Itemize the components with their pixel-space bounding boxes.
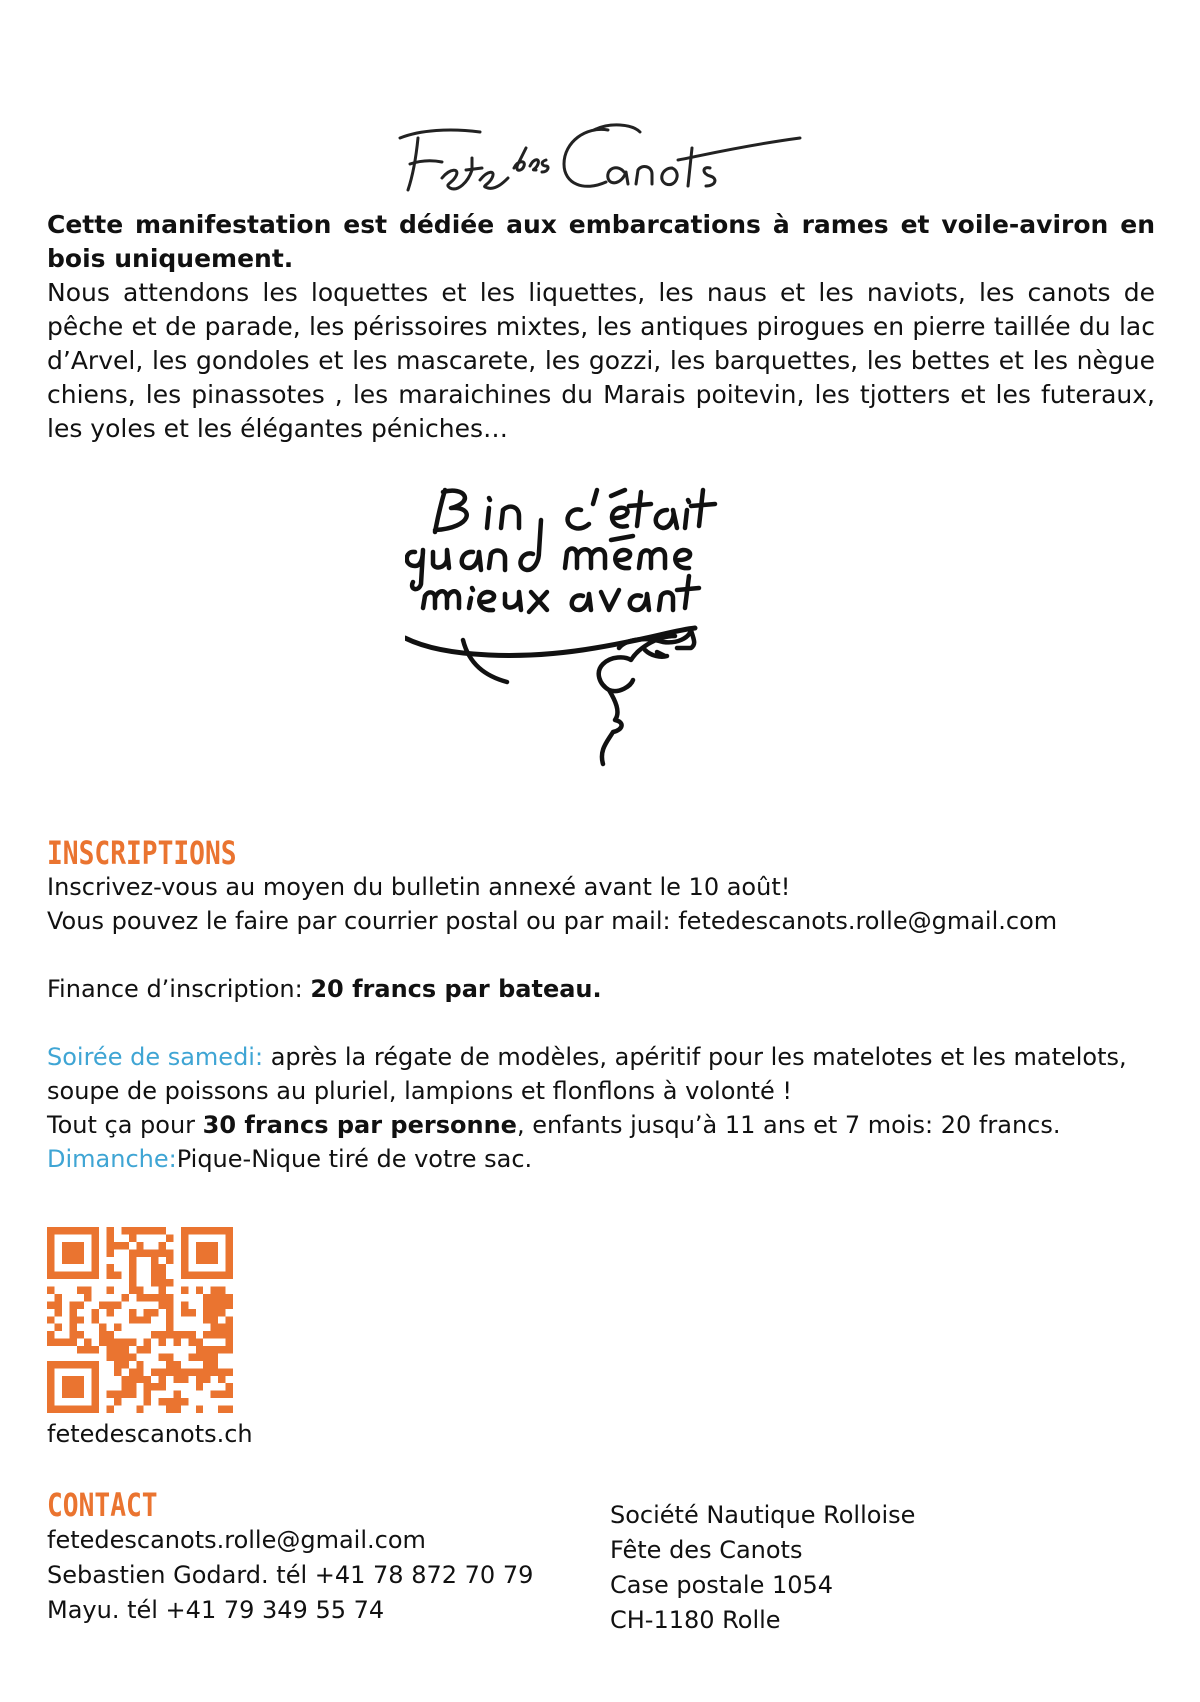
intro-lead: Cette manifestation est dédiée aux embarcations à rames et voile-aviron en bois uniquement. [47, 210, 1155, 273]
intro-body: Nous attendons les loquettes et les liquettes, les naus et les naviots, les canots de pêche et de parade, les périssoires mixtes, les antiques pirogues en pierre taillée du lac d’Arvel, les gondoles et les mascarete, les gozzi, les barquettes, les bettes et les nègue chiens, les pinassotes , les maraichines du Marais poitevin, les tjotters et les futeraux, les yoles et les élégantes péniches… [47, 278, 1155, 443]
price-line [47, 1108, 1167, 1142]
price-prefix: Tout ça pour [47, 1111, 203, 1139]
handwritten-drawing [405, 480, 785, 850]
fee-line [47, 972, 1167, 1006]
inscriptions-section [47, 836, 1167, 1176]
contact-section [47, 1488, 533, 1628]
soiree-line [47, 1040, 1167, 1074]
address-line4: CH-1180 Rolle [610, 1606, 781, 1634]
fee-label: Finance d’inscription: [47, 975, 311, 1003]
soiree-line2: soupe de poissons au pluriel, lampions et flonflons à volonté ! [47, 1077, 793, 1105]
contact-person2: Mayu. tél +41 79 349 55 74 [47, 1596, 385, 1624]
contact-person1: Sebastien Godard. tél +41 78 872 70 79 [47, 1561, 534, 1589]
address-line2: Fête des Canots [610, 1536, 803, 1564]
fee-value: 20 francs par bateau. [310, 975, 602, 1003]
soiree-text: après la régate de modèles, apéritif pour les matelotes et les matelots, [263, 1043, 1127, 1071]
inscriptions-line2: Vous pouvez le faire par courrier postal ou par mail: fetedescanots.rolle@gmail.com [47, 907, 1058, 935]
price-suffix: , enfants jusqu’à 11 ans et 7 mois: 20 francs. [516, 1111, 1061, 1139]
address-line3: Case postale 1054 [610, 1571, 834, 1599]
price-value: 30 francs par personne [202, 1111, 517, 1139]
qr-code[interactable] [47, 1227, 233, 1413]
sunday-line [47, 1142, 1167, 1176]
inscriptions-title: INSCRIPTIONS [47, 834, 237, 872]
soiree-label: Soirée de samedi: [47, 1043, 264, 1071]
inscriptions-line1: Inscrivez-vous au moyen du bulletin annexé avant le 10 août! [47, 873, 791, 901]
postal-address [610, 1498, 915, 1638]
fete-des-canots-logo [380, 108, 820, 198]
intro-section [47, 208, 1155, 446]
sunday-text: Pique-Nique tiré de votre sac. [176, 1145, 533, 1173]
website-link[interactable]: fetedescanots.ch [47, 1420, 253, 1448]
contact-email[interactable]: fetedescanots.rolle@gmail.com [47, 1526, 426, 1554]
sunday-label: Dimanche: [47, 1145, 177, 1173]
contact-title: CONTACT [47, 1486, 158, 1524]
address-line1: Société Nautique Rolloise [610, 1501, 916, 1529]
